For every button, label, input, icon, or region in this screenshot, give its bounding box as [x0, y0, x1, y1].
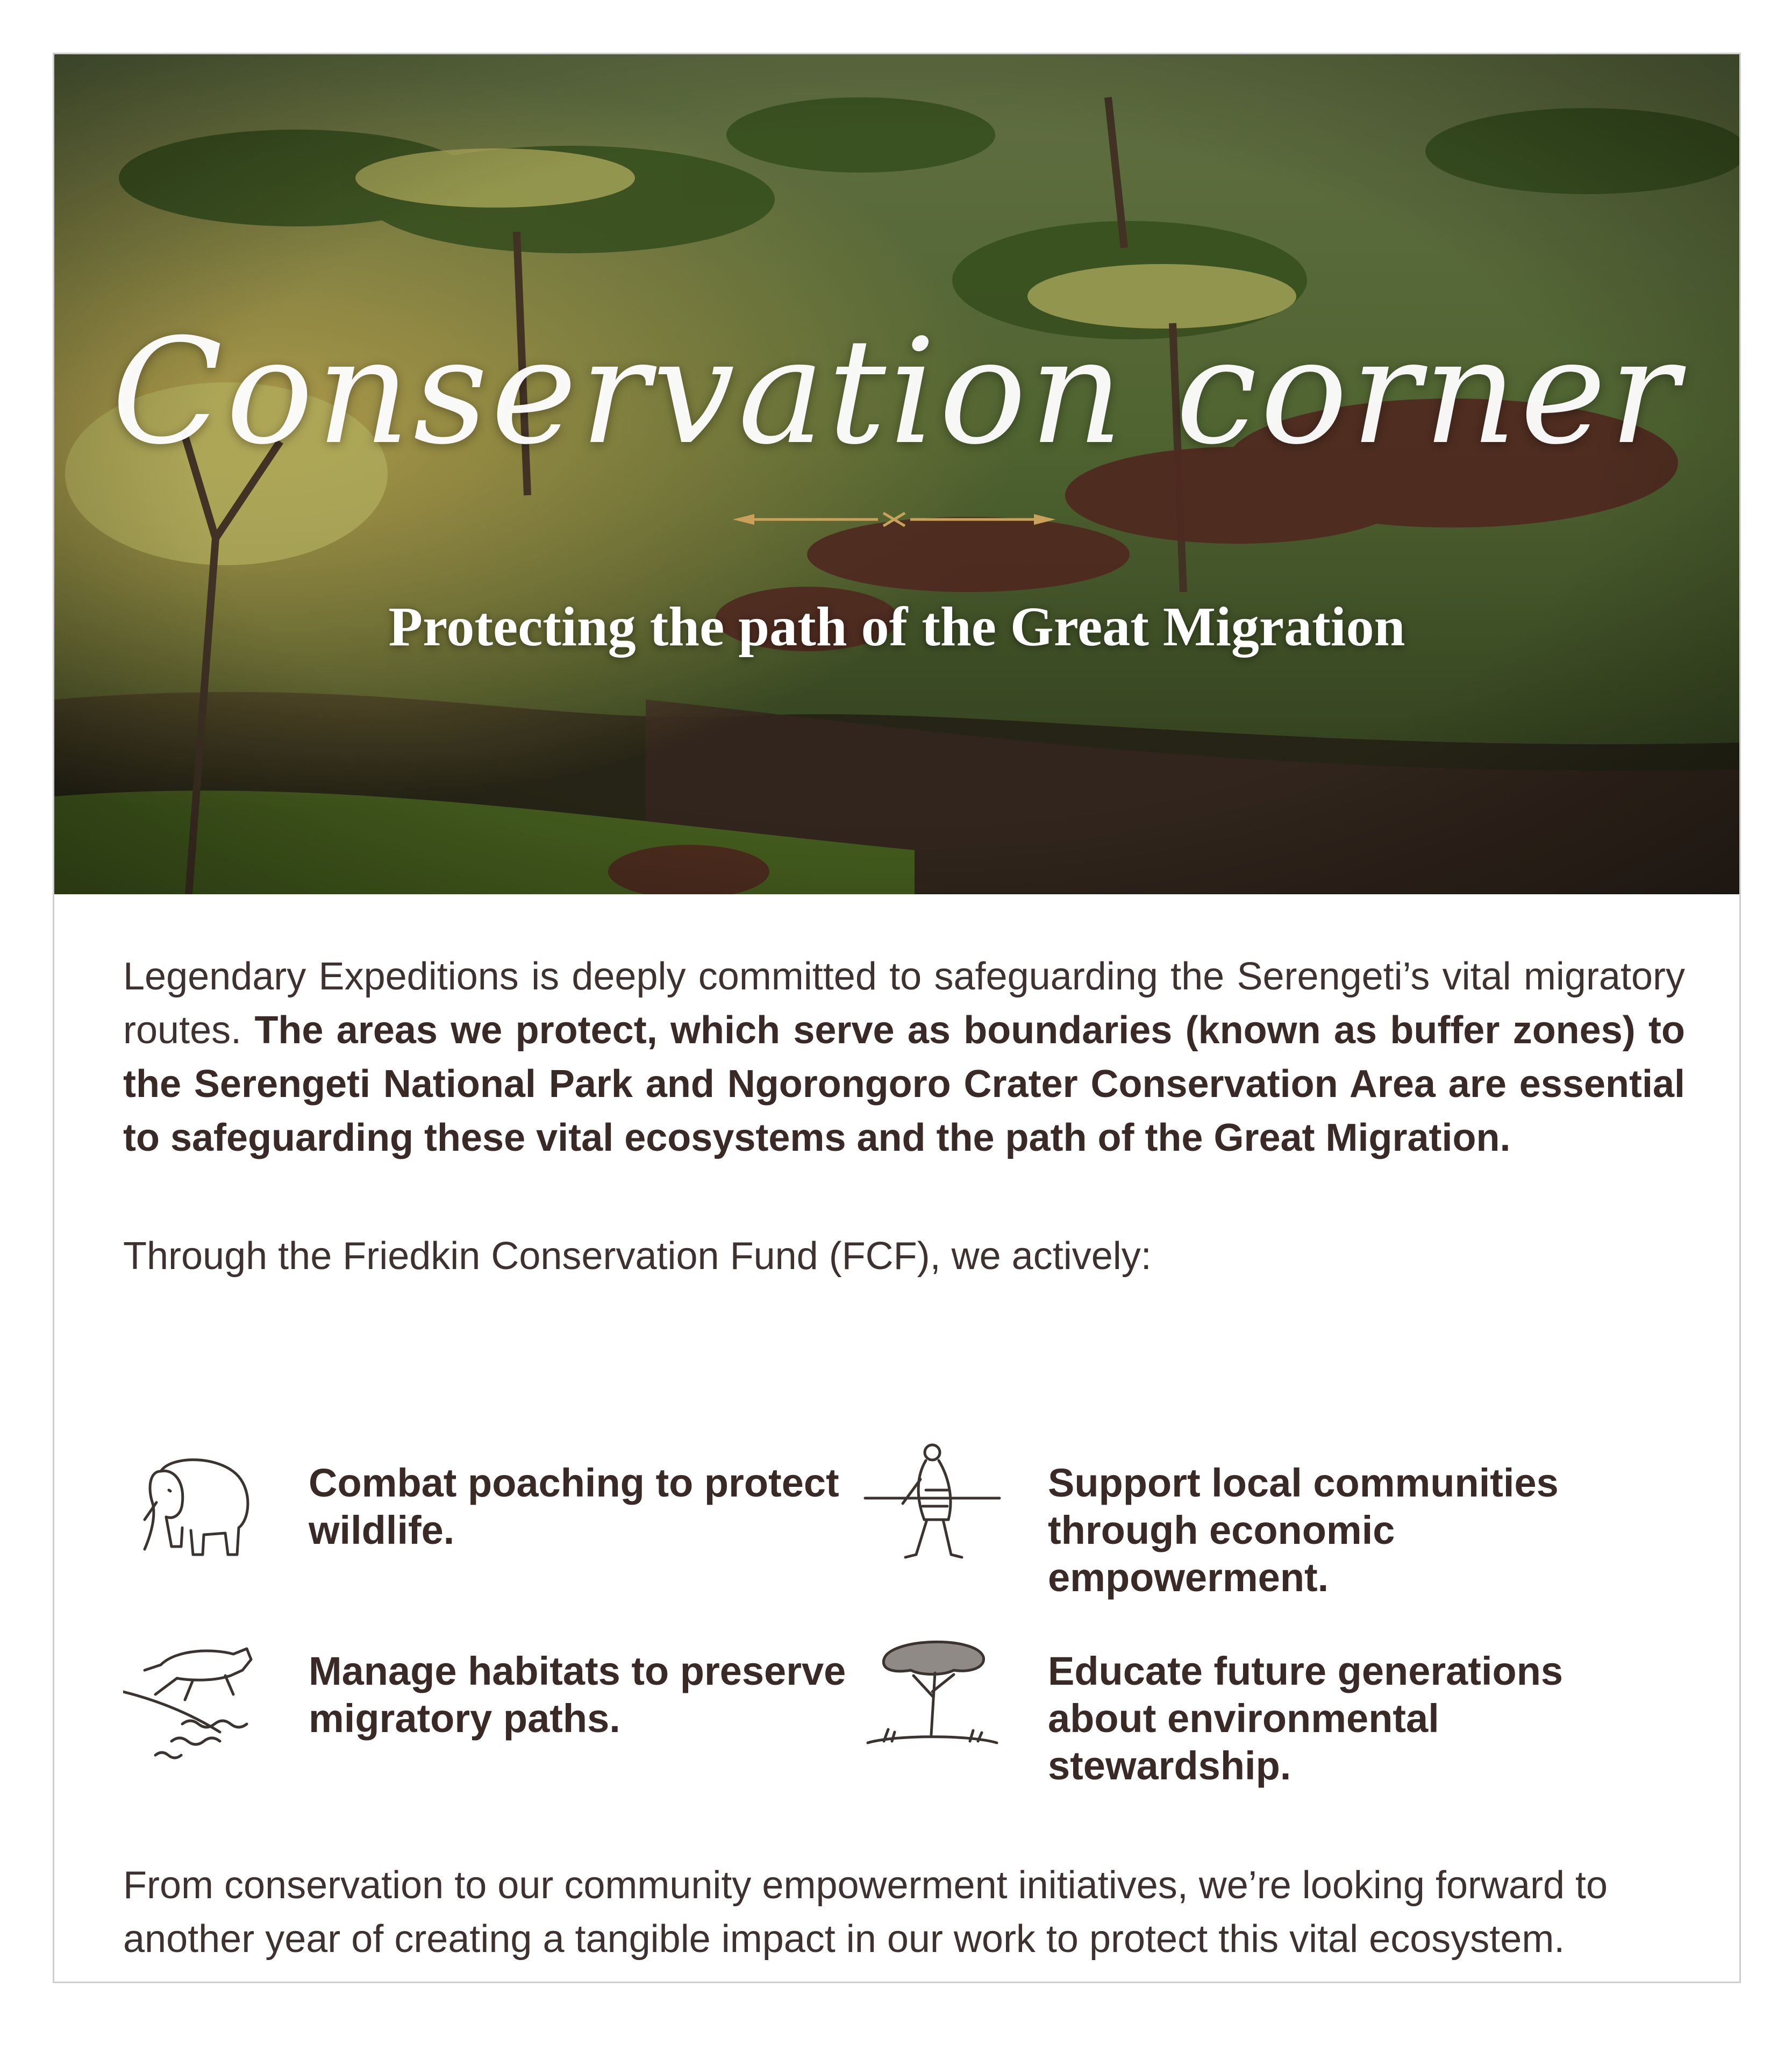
intro-paragraph	[123, 950, 1685, 1165]
action-label: Manage habitats to preserve migratory paths.	[309, 1649, 846, 1741]
action-item-manage-habitats	[123, 1627, 887, 1762]
elephant-icon	[123, 1439, 263, 1573]
action-label: Combat poaching to protect wildlife.	[309, 1460, 839, 1552]
intro-bold-text: The areas we protect, which serve as boundaries (known as buffer zones) to the Serengeti National Park and Ngorongoro Crater Conservation Area are essential to safeguarding these vital ecosystems and the path of the Great Migration.	[123, 1009, 1685, 1159]
conservation-card	[53, 53, 1741, 1983]
hero-banner	[54, 54, 1739, 894]
action-item-educate-generations	[862, 1627, 1626, 1788]
action-list	[123, 1439, 1685, 1788]
closing-paragraph: From conservation to our community empowerment initiatives, we’re looking forward to another year of creating a tangible impact in our work to protect this vital ecosystem.	[123, 1864, 1608, 1961]
hero-subtitle: Protecting the path of the Great Migration	[388, 596, 1405, 658]
ornament-divider	[733, 503, 1055, 536]
fcf-lead-text: Through the Friedkin Conservation Fund (FCF), we actively:	[123, 1235, 1152, 1278]
acacia-tree-icon	[862, 1627, 1002, 1762]
wildebeest-river-crossing-icon	[123, 1627, 263, 1762]
action-label: Educate future generations about environmental stewardship.	[1048, 1649, 1563, 1788]
hero-title: Conservation corner	[111, 307, 1682, 476]
content-body	[123, 950, 1685, 1961]
action-label: Support local communities through economic empowerment.	[1048, 1460, 1559, 1600]
maasai-warrior-icon	[862, 1439, 1002, 1573]
action-item-support-communities	[862, 1439, 1626, 1600]
action-item-combat-poaching	[123, 1439, 887, 1573]
intro-light-text: Legendary Expeditions is deeply committed to safeguarding the Serengeti’s vital migratory routes.	[123, 955, 1685, 1052]
